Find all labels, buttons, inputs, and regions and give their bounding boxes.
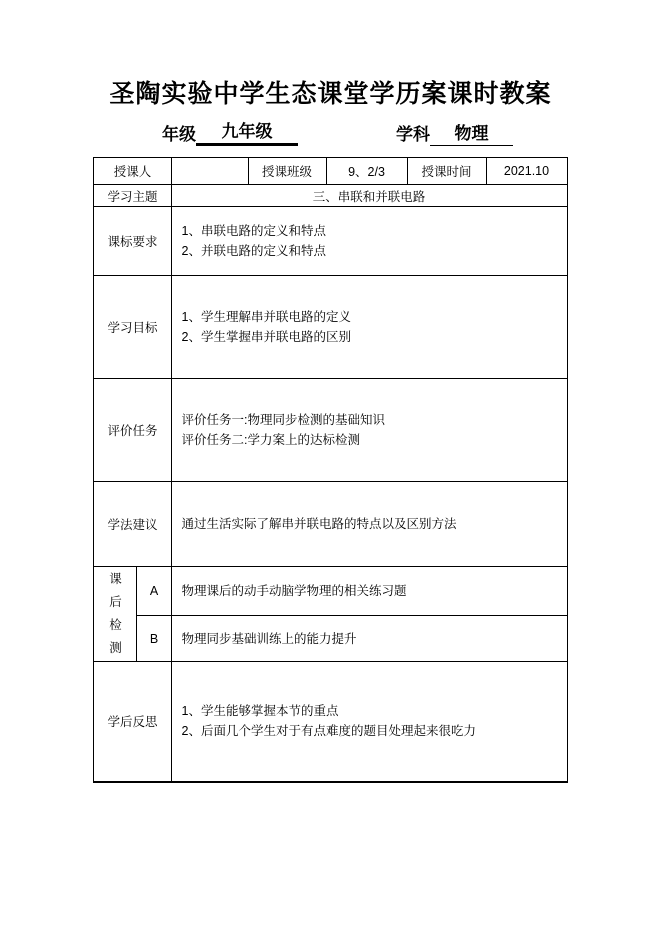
subject-label: 学科 [396,125,430,144]
content-line: 2、学生掌握串并联电路的区别 [181,330,351,344]
curriculum-content-cell [171,207,567,276]
reflection-label-cell: 学后反思 [94,662,171,782]
objectives-row [94,276,567,379]
content-line: 评价任务二:学力案上的达标检测 [181,433,360,447]
content-line: 2、后面几个学生对于有点难度的题目处理起来很吃力 [181,724,476,739]
time-value-cell: 2021.10 [486,158,567,185]
time-label-cell: 授课时间 [407,158,486,185]
instructor-row [94,158,567,185]
lesson-table [93,157,567,783]
homework-label-char: 检 [109,618,122,632]
content-line: 1、串联电路的定义和特点 [181,224,326,238]
curriculum-label-cell: 课标要求 [94,207,171,276]
class-label-cell: 授课班级 [248,158,326,185]
objectives-content-cell [171,276,567,379]
homework-label-char: 后 [109,595,122,609]
content-line: 通过生活实际了解串并联电路的特点以及区别方法 [181,517,457,531]
reflection-row [94,662,567,782]
evaluation-label-cell: 评价任务 [94,379,171,482]
method-row [94,482,567,567]
grade-subject-line [94,121,567,146]
method-content-cell [171,482,567,567]
grade-underline [196,121,298,146]
homework-b-key-cell: B [137,616,171,662]
homework-label-char: 测 [109,641,122,655]
instructor-value-cell [171,158,248,185]
subject-value: 物理 [454,124,489,143]
objectives-label-cell: 学习目标 [94,276,171,379]
content-line: 2、并联电路的定义和特点 [181,244,326,258]
evaluation-row [94,379,567,482]
subject-underline [430,123,513,146]
homework-label-char: 课 [109,572,122,586]
class-value-cell: 9、2/3 [326,158,407,185]
grade-field [162,121,298,146]
homework-label-cell [94,567,137,662]
content-line: 1、学生能够掌握本节的重点 [181,704,339,719]
subject-field [396,123,513,146]
homework-row-b [94,616,567,662]
reflection-content-cell [171,662,567,782]
homework-b-content-cell: 物理同步基础训练上的能力提升 [171,616,567,662]
homework-row-a [94,567,567,616]
topic-label-cell: 学习主题 [94,185,171,207]
homework-a-content-cell: 物理课后的动手动脑学物理的相关练习题 [171,567,567,616]
page-title: 圣陶实验中学生态课堂学历案课时教案 [109,81,552,108]
homework-a-key-cell: A [137,567,171,616]
grade-label: 年级 [162,125,196,144]
topic-row [94,185,567,207]
method-label-cell: 学法建议 [94,482,171,567]
content-line: 评价任务一:物理同步检测的基础知识 [181,413,385,427]
content-line: 1、学生理解串并联电路的定义 [181,310,351,324]
instructor-label-cell: 授课人 [94,158,171,185]
curriculum-row [94,207,567,276]
evaluation-content-cell [171,379,567,482]
grade-value: 九年级 [221,122,273,141]
topic-value-cell: 三、串联和并联电路 [171,185,567,207]
